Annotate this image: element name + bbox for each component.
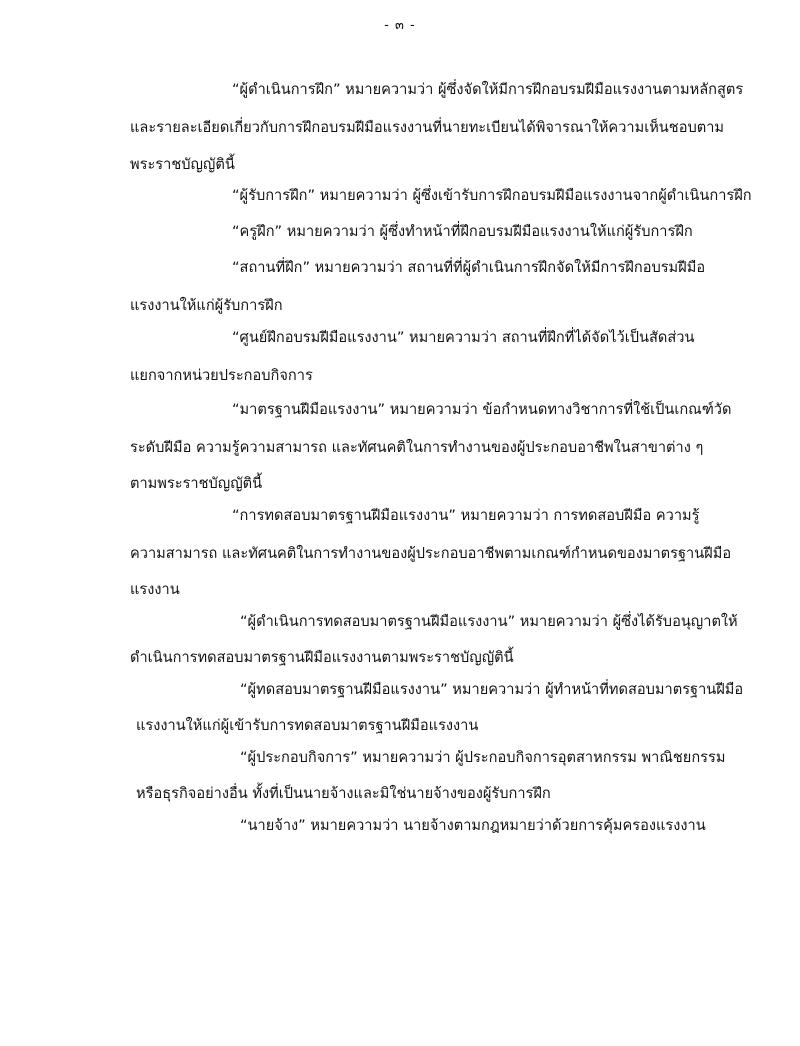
line-1: “ผู้ดำเนินการฝึก” หมายความว่า ผู้ซึ่งจัดให้มีการฝึกอบรมฝีมือแรงงานตามหลักสูตร	[232, 81, 744, 98]
line-16: “ผู้ดำเนินการทดสอบมาตรฐานฝีมือแรงงาน” หมายความว่า ผู้ซึ่งได้รับอนุญาตให้	[240, 613, 738, 630]
line-5: “ครูฝึก” หมายความว่า ผู้ซึ่งทำหน้าที่ฝึกอบรมฝีมือแรงงานให้แก่ผู้รับการฝึก	[232, 223, 693, 240]
line-15: แรงงาน	[130, 581, 180, 598]
line-13: “การทดสอบมาตรฐานฝีมือแรงงาน” หมายความว่า การทดสอบฝีมือ ความรู้	[232, 507, 700, 524]
line-14: ความสามารถ และทัศนคติในการทำงานของผู้ประกอบอาชีพตามเกณฑ์กำหนดของมาตรฐานฝีมือ	[130, 545, 732, 562]
line-17: ดำเนินการทดสอบมาตรฐานฝีมือแรงงานตามพระราชบัญญัตินี้	[130, 649, 514, 666]
line-22: “นายจ้าง” หมายความว่า นายจ้างตามกฎหมายว่าด้วยการคุ้มครองแรงงาน	[240, 817, 706, 834]
line-10: “มาตรฐานฝีมือแรงงาน” หมายความว่า ข้อกำหนดทางวิชาการที่ใช้เป็นเกณฑ์วัด	[232, 401, 732, 418]
line-18: “ผู้ทดสอบมาตรฐานฝีมือแรงงาน” หมายความว่า ผู้ทำหน้าที่ทดสอบมาตรฐานฝีมือ	[240, 681, 744, 698]
line-4: “ผู้รับการฝึก” หมายความว่า ผู้ซึ่งเข้ารับการฝึกอบรมฝีมือแรงงานจากผู้ดำเนินการฝึก	[232, 187, 752, 204]
line-6: “สถานที่ฝึก” หมายความว่า สถานที่ที่ผู้ดำเนินการฝึกจัดให้มีการฝึกอบรมฝีมือ	[232, 259, 706, 276]
line-19: แรงงานให้แก่ผู้เข้ารับการทดสอบมาตรฐานฝีมือแรงงาน	[136, 717, 479, 734]
line-8: “ศูนย์ฝึกอบรมฝีมือแรงงาน” หมายความว่า สถานที่ฝึกที่ได้จัดไว้เป็นสัดส่วน	[232, 329, 695, 346]
line-7: แรงงานให้แก่ผู้รับการฝึก	[130, 297, 283, 314]
line-3: พระราชบัญญัตินี้	[130, 156, 235, 173]
line-12: ตามพระราชบัญญัตินี้	[130, 475, 263, 492]
line-20: “ผู้ประกอบกิจการ” หมายความว่า ผู้ประกอบกิจการอุตสาหกรรม พาณิชยกรรม	[240, 749, 726, 766]
line-21: หรือธุรกิจอย่างอื่น ทั้งที่เป็นนายจ้างและมิใช่นายจ้างของผู้รับการฝึก	[136, 785, 551, 802]
line-11: ระดับฝีมือ ความรู้ความสามารถ และทัศนคติในการทำงานของผู้ประกอบอาชีพในสาขาต่าง ๆ	[130, 439, 704, 456]
line-2: และรายละเอียดเกี่ยวกับการฝึกอบรมฝีมือแรงงานที่นายทะเบียนได้พิจารณาให้ความเห็นชอบตาม	[130, 119, 725, 136]
page-number: - ๓ -	[384, 18, 416, 33]
line-9: แยกจากหน่วยประกอบกิจการ	[130, 367, 313, 384]
